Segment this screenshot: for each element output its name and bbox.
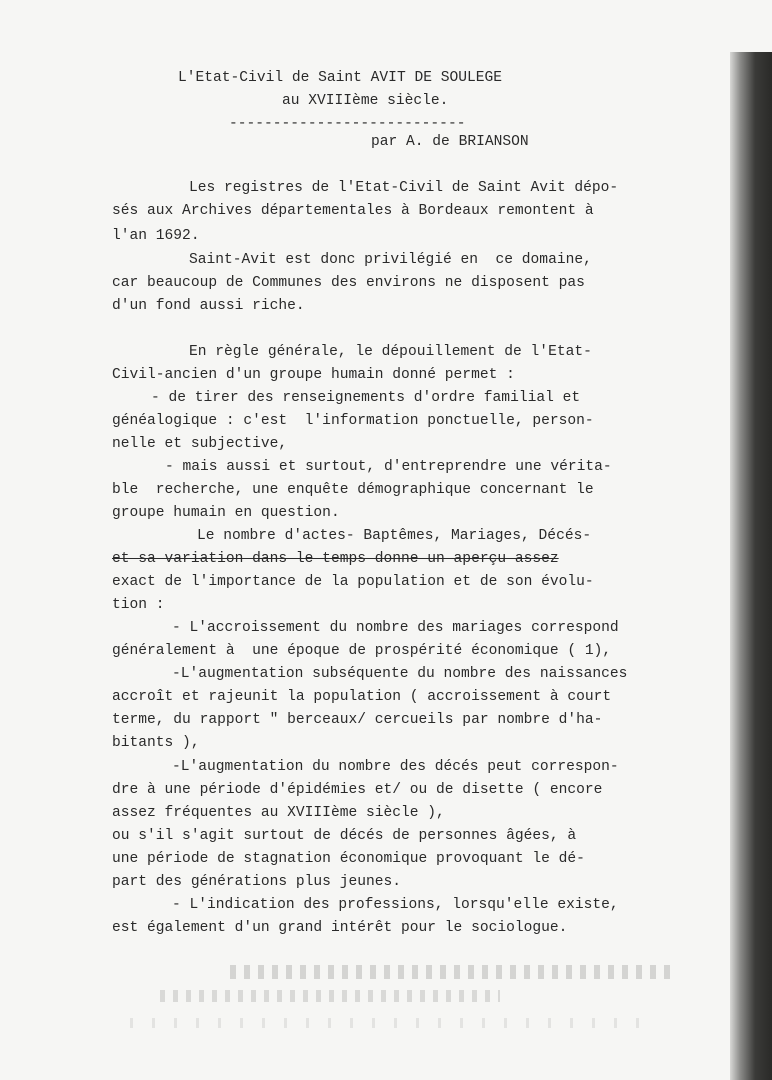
body-line: - L'indication des professions, lorsqu'elle existe, xyxy=(172,897,619,913)
body-line: l'an 1692. xyxy=(112,228,200,244)
body-line: bitants ), xyxy=(112,735,200,751)
body-line: Les registres de l'Etat-Civil de Saint Avit dépo- xyxy=(189,180,619,196)
body-line: - L'accroissement du nombre des mariages correspond xyxy=(172,620,619,636)
body-line: nelle et subjective, xyxy=(112,436,288,452)
body-line: ou s'il s'agit surtout de décés de personnes âgées, à xyxy=(112,828,577,844)
body-line: d'un fond aussi riche. xyxy=(112,298,305,314)
body-line: - mais aussi et surtout, d'entreprendre une vérita- xyxy=(165,459,612,475)
body-line: - de tirer des renseignements d'ordre familial et xyxy=(151,390,581,406)
body-line: tion : xyxy=(112,597,165,613)
bleed-through-smudge xyxy=(230,965,670,979)
body-line: et sa variation dans le temps donne un aperçu assez xyxy=(112,551,559,567)
bleed-through-smudge xyxy=(160,990,500,1002)
body-line: Le nombre d'actes- Baptêmes, Mariages, Décés- xyxy=(197,528,592,544)
body-line: -L'augmentation subséquente du nombre des naissances xyxy=(172,666,628,682)
body-line: généalogique : c'est l'information ponctuelle, person- xyxy=(112,413,594,429)
body-line: Saint-Avit est donc privilégié en ce domaine, xyxy=(189,252,592,268)
body-line: groupe humain en question. xyxy=(112,505,340,521)
body-line: généralement à une époque de prospérité économique ( 1), xyxy=(112,643,612,659)
document-title: L'Etat-Civil de Saint AVIT DE SOULEGE xyxy=(178,70,503,86)
body-line: dre à une période d'épidémies et/ ou de disette ( encore xyxy=(112,782,603,798)
body-line: Civil-ancien d'un groupe humain donné permet : xyxy=(112,367,515,383)
body-line: car beaucoup de Communes des environs ne disposent pas xyxy=(112,275,585,291)
body-line: assez fréquentes au XVIIIème siècle ), xyxy=(112,805,445,821)
body-line: accroît et rajeunit la population ( accroissement à court xyxy=(112,689,612,705)
body-line: -L'augmentation du nombre des décés peut correspon- xyxy=(172,759,619,775)
title-rule: --------------------------- xyxy=(229,116,466,132)
body-line: ble recherche, une enquête démographique concernant le xyxy=(112,482,594,498)
bleed-through-smudge xyxy=(130,1018,650,1028)
body-line: sés aux Archives départementales à Bordeaux remontent à xyxy=(112,203,594,219)
body-line: est également d'un grand intérêt pour le sociologue. xyxy=(112,920,568,936)
body-line: terme, du rapport " berceaux/ cercueils par nombre d'ha- xyxy=(112,712,603,728)
body-line: En règle générale, le dépouillement de l'Etat- xyxy=(189,344,592,360)
document-subtitle: au XVIIIème siècle. xyxy=(282,93,449,109)
body-line: une période de stagnation économique provoquant le dé- xyxy=(112,851,585,867)
scan-shadow-edge xyxy=(730,52,772,1080)
author-line: par A. de BRIANSON xyxy=(371,134,529,150)
body-line: exact de l'importance de la population et de son évolu- xyxy=(112,574,594,590)
body-line: part des générations plus jeunes. xyxy=(112,874,402,890)
